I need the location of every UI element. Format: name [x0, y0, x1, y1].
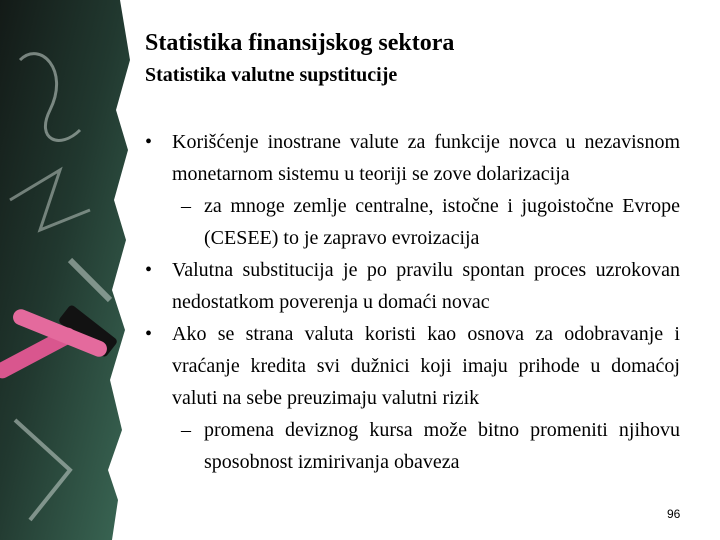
bullet-text: Valutna substitucija je po pravilu spontan proces uzrokovan nedostatkom poverenja u domaći novac: [172, 259, 680, 313]
bullet-text: Korišćenje inostrane valute za funkcije novca u nezavisnom monetarnom sistemu u teoriji se zove dolarizacija: [172, 131, 680, 185]
sub-bullet-text: za mnoge zemlje centralne, istočne i jugoistočne Evrope (CESEE) to je zapravo evroizacija: [204, 195, 680, 249]
bullet-marker: •: [145, 323, 153, 345]
page-number: 96: [667, 507, 681, 521]
slide-title: Statistika finansijskog sektora: [145, 30, 455, 56]
bullet-item: [145, 318, 680, 414]
bullet-text: Ako se strana valuta koristi kao osnova za odobravanje i vraćanje kredita svi dužnici koji imaju prihode u domaćoj valuti na sebe preuzimaju valutni rizik: [172, 323, 680, 409]
dash-marker: –: [181, 419, 191, 441]
bullet-item: [145, 126, 680, 190]
dash-marker: –: [181, 195, 191, 217]
sub-bullet-text: promena deviznog kursa može bitno promeniti njihovu sposobnost izmirivanja obaveza: [204, 419, 680, 473]
bullet-item: [145, 254, 680, 318]
bullet-marker: •: [145, 131, 153, 153]
sub-bullet-item: [145, 190, 680, 254]
slide-body: [145, 126, 680, 478]
slide-subtitle: Statistika valutne supstitucije: [145, 64, 398, 86]
chalkboard-image: [0, 0, 135, 540]
bullet-marker: •: [145, 259, 153, 281]
sub-bullet-item: [145, 414, 680, 478]
